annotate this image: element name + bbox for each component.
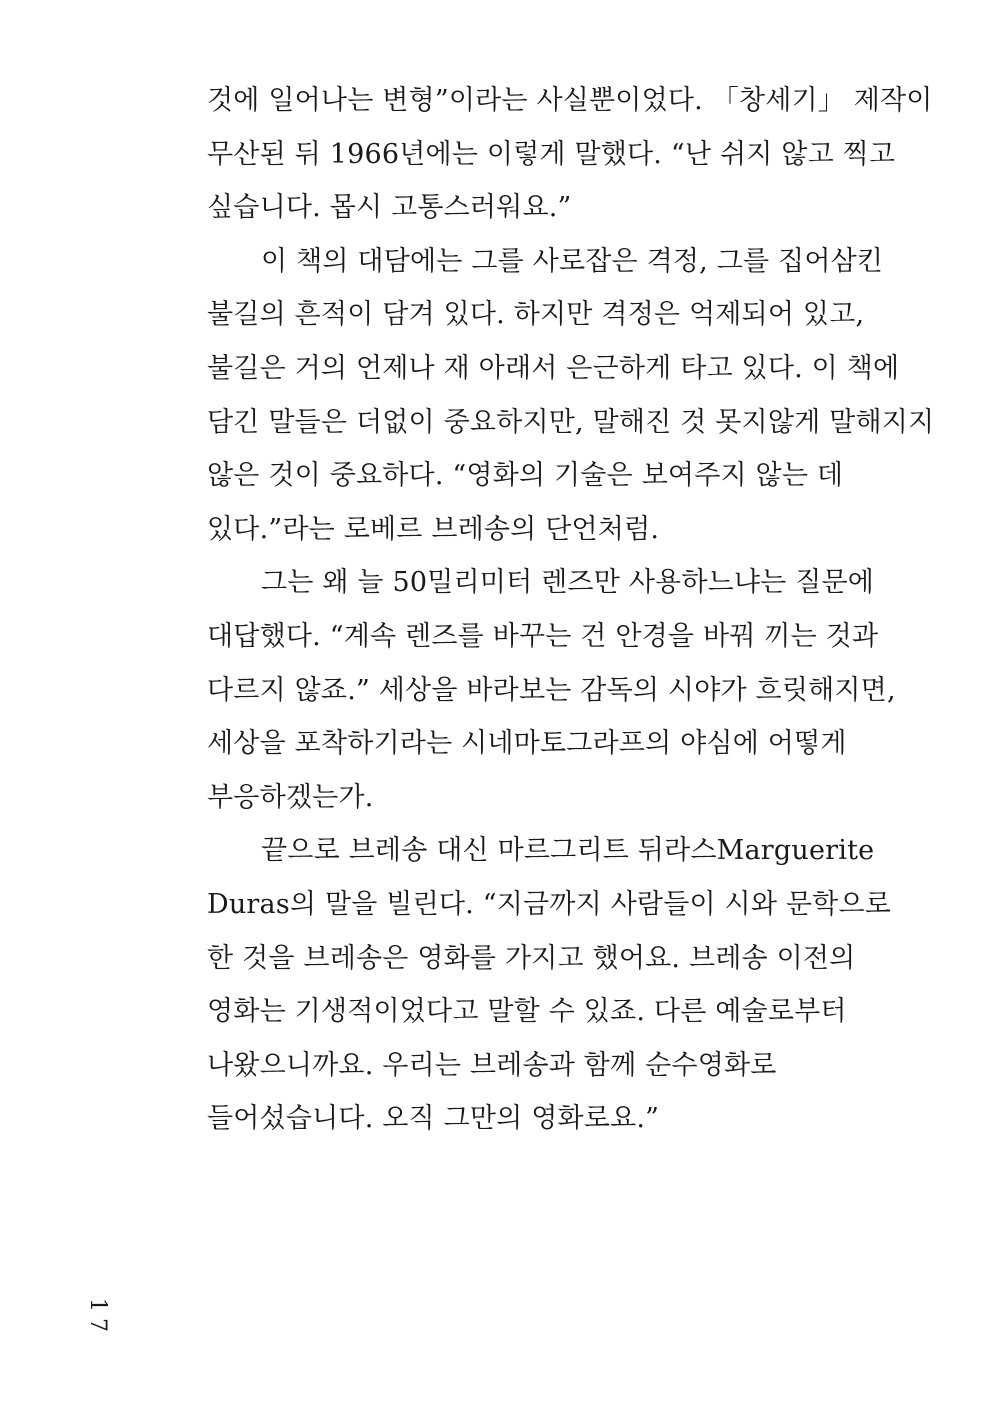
body-text — [207, 74, 967, 1146]
text-line: 세상을 포착하기라는 시네마토그라프의 야심에 어떻게 — [207, 728, 847, 760]
paragraph-start-line: 그는 왜 늘 50밀리미터 렌즈만 사용하느냐는 질문에 — [261, 567, 875, 599]
text-line: Duras의 말을 빌린다. “지금까지 사람들이 시와 문학으로 — [207, 888, 892, 920]
text-line: 한 것을 브레송은 영화를 가지고 했어요. 브레송 이전의 — [207, 942, 856, 974]
text-line: 부응하겠는가. — [207, 781, 374, 813]
text-line: 불길은 거의 언제나 재 아래서 은근하게 타고 있다. 이 책에 — [207, 352, 900, 384]
paragraph-start-line: 이 책의 대담에는 그를 사로잡은 격정, 그를 집어삼킨 — [261, 245, 884, 277]
text-line: 불길의 흔적이 담겨 있다. 하지만 격정은 억제되어 있고, — [207, 299, 865, 331]
text-line: 있다.”라는 로베르 브레송의 단언처럼. — [207, 513, 660, 545]
text-line: 담긴 말들은 더없이 중요하지만, 말해진 것 못지않게 말해지지 — [207, 406, 935, 438]
text-line: 무산된 뒤 1966년에는 이렇게 말했다. “난 쉬지 않고 찍고 — [207, 138, 896, 170]
text-line: 들어섰습니다. 오직 그만의 영화로요.” — [207, 1103, 660, 1135]
paragraph-start-line: 끝으로 브레송 대신 마르그리트 뒤라스Marguerite — [261, 835, 875, 867]
text-line: 것에 일어나는 변형”이라는 사실뿐이었다. 「창세기」 제작이 — [207, 85, 933, 116]
text-line: 않은 것이 중요하다. “영화의 기술은 보여주지 않는 데 — [207, 460, 844, 492]
text-line: 나왔으니까요. 우리는 브레송과 함께 순수영화로 — [207, 1049, 777, 1081]
text-line: 대답했다. “계속 렌즈를 바꾸는 건 안경을 바꿔 끼는 것과 — [207, 620, 879, 652]
page-number: 17 — [85, 1298, 110, 1338]
text-line: 싶습니다. 몹시 고통스러워요.” — [207, 192, 572, 224]
text-line: 영화는 기생적이었다고 말할 수 있죠. 다른 예술로부터 — [207, 996, 847, 1028]
text-line: 다르지 않죠.” 세상을 바라보는 감독의 시야가 흐릿해지면, — [207, 674, 896, 706]
